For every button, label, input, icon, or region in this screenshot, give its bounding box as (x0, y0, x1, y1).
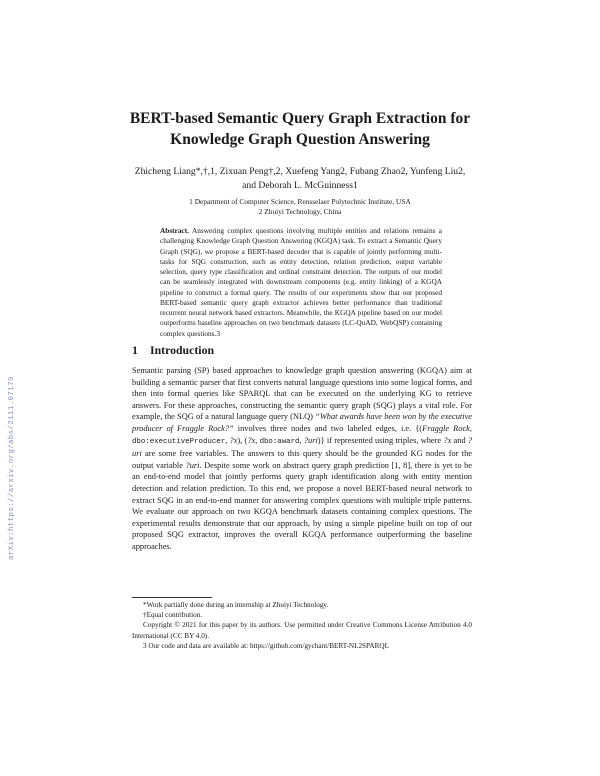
variable-x: ?x (229, 435, 238, 445)
affiliation-1: 1 Department of Computer Science, Rensselaer Polytechnic Institute, USA (189, 197, 411, 206)
section-title: Introduction (150, 343, 215, 357)
footnote-rule (132, 597, 212, 598)
intro-text-9: and (451, 435, 468, 445)
intro-text-8: )} if represented using triples, where (317, 435, 444, 445)
intro-text-4: , (225, 435, 230, 445)
abstract-text: Answering complex questions involving multiple entities and relations remains a challenging Knowledge Graph Question Answering (KGQA) task. To extract a Semantic Query Graph (SQG), we propose a BERT-based decoder that is capable of jointly performing multi-tasks for SQG construction, such as entity detection, relation prediction, output variable selection, query type classification and ordinal constraint detection. The outputs of our model can be seamlessly integrated with downstream components (e.g. entity linking) of a KGQA pipeline to construct a formal query. The results of our experiments show that our proposed BERT-based semantic query graph extractor achieves better performance than traditional recurrent neural network based extractors. Meanwhile, the KGQA pipeline based on our model outperforms baseline approaches on two benchmark datasets (LC-QuAD, WebQSP) containing complex questions.3 (160, 226, 442, 338)
abstract (160, 226, 442, 339)
section-number: 1 (132, 343, 138, 357)
entity-fraggle-rock: Fraggle Rock (422, 423, 470, 433)
footnote-code-link: 3 Our code and data are available at: https://github.com/gychant/BERT-NL2SPARQL (143, 641, 389, 650)
intro-text-7: , (299, 435, 304, 445)
paper-title (100, 108, 500, 150)
predicate-executive-producer: dbo:executiveProducer (132, 437, 226, 446)
arxiv-stamp: arXiv:https://arxiv.org/abs/2111.07179 (8, 376, 16, 560)
authors-line-1: Zhicheng Liang*,†,1, Zixuan Peng†,2, Xuefeng Yang2, Fubang Zhao2, Yunfeng Liu2, (134, 166, 466, 177)
intro-text-2: involves three nodes and two labeled edges, i.e. {( (233, 423, 423, 433)
abstract-label: Abstract. (160, 226, 189, 235)
footnote-equal-contribution: †Equal contribution. (143, 611, 203, 620)
intro-text-10: are some free variables. The answers to this query should be the grounded KG nodes for the output variable (132, 449, 472, 470)
affiliations (170, 197, 430, 217)
variable-x: ?x (247, 435, 256, 445)
introduction-body (132, 365, 472, 553)
title-line-2: Knowledge Graph Question Answering (170, 131, 430, 148)
section-heading (132, 343, 472, 358)
footnote-internship: *Work partially done during an internship at Zhuiyi Technology. (143, 601, 329, 609)
intro-text-6: , (255, 435, 260, 445)
example-question: “What awards have been won by the executive producer of Fraggle Rock?” (132, 412, 473, 433)
footnote-copyright: Copyright © 2021 for this paper by its authors. Use permitted under Creative Commons License Attribution 4.0 International (CC BY 4.0). (132, 621, 472, 640)
title-line-1: BERT-based Semantic Query Graph Extraction for (129, 110, 471, 127)
predicate-award: dbo:award (259, 437, 300, 446)
variable-uri: ?uri (132, 435, 473, 459)
variable-x: ?x (443, 435, 452, 445)
intro-text-5: ), ( (237, 435, 248, 445)
affiliation-2: 2 Zhuiyi Technology, China (258, 207, 342, 216)
variable-uri: ?uri (185, 460, 200, 470)
author-list (110, 165, 490, 192)
variable-uri: ?uri (303, 435, 318, 445)
footnotes (132, 600, 472, 651)
intro-text-11: . Despite some work on abstract query graph prediction [1, 8], there is yet to be an end-to-end model that jointly performs query graph identification along with entity mention detection and relation prediction. To this end, we propose a novel BERT-based neural network to extract SQG in an end-to-end manner for answering complex questions with multiple triple patterns. We evaluate our approach on two KGQA benchmark datasets containing complex questions. The experimental results demonstrate that our approach, by using a simple pipeline built on top of our proposed SQG extractor, improves the overall KGQA performance outperforming the baseline approaches. (132, 460, 472, 551)
intro-text-3: , (469, 423, 472, 433)
authors-line-2: and Deborah L. McGuinness1 (242, 179, 358, 191)
intro-text-1: Semantic parsing (SP) based approaches to knowledge graph question answering (KGQA) aim at building a semantic parser that first converts natural language questions into some logical forms, and then into formal queries like SPARQL that can be executed on the underlying KG to retrieve answers. For these approaches, constructing the semantic query graph (SQG) plays a vital role. For example, the SQG of a natural language query (NLQ) (132, 366, 472, 422)
intro-paragraph (132, 365, 472, 553)
